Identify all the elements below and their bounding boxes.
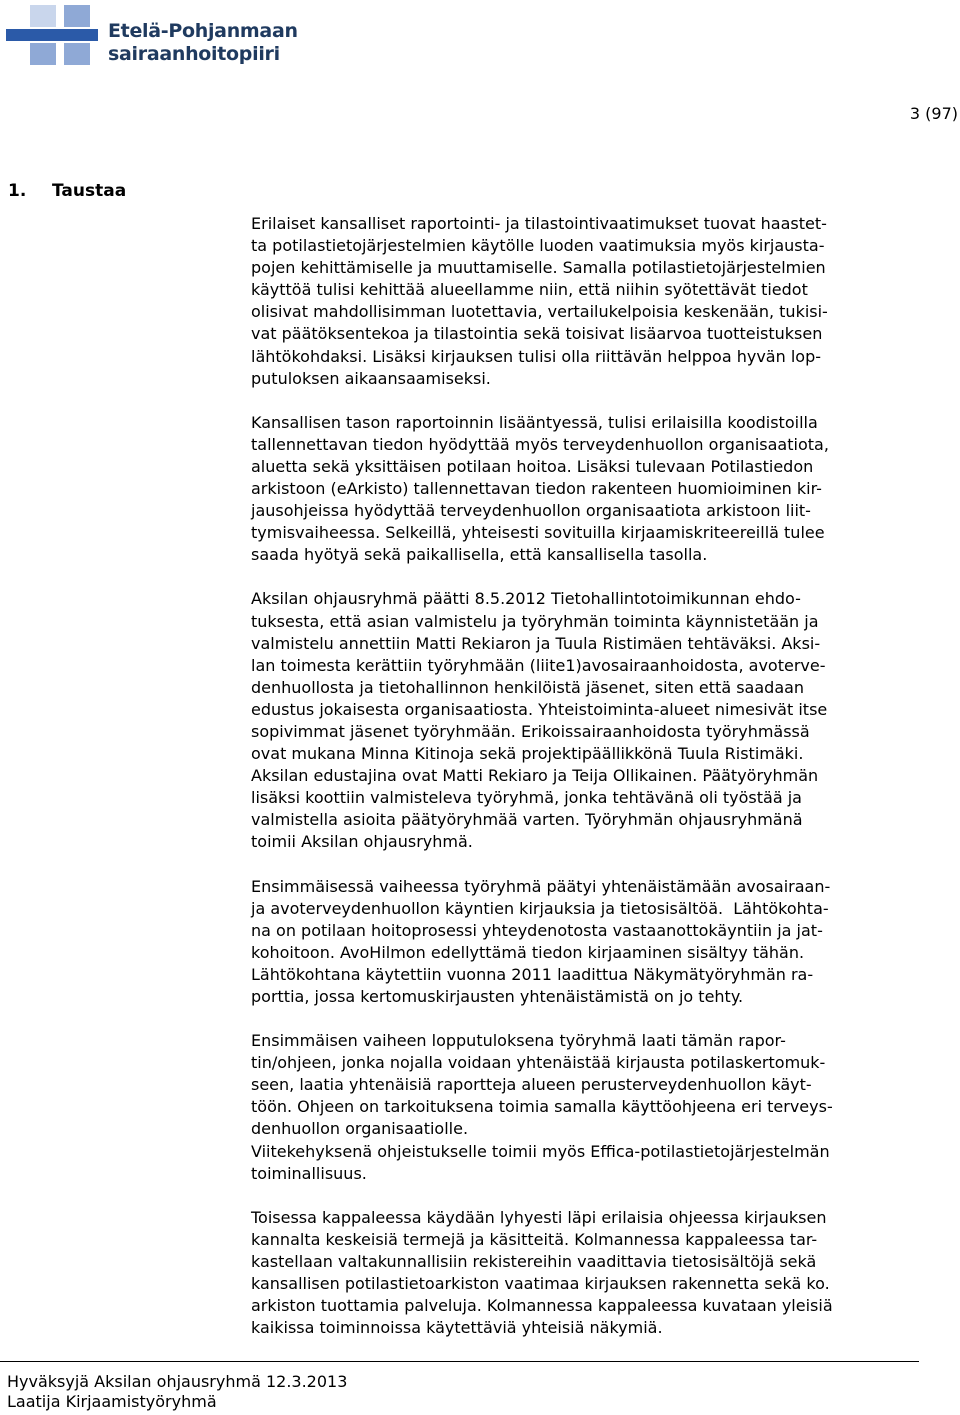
- text-line: edustus jokaisesta organisaatiosta. Yhteistoiminta-alueet nimesivät itse: [251, 699, 828, 719]
- text-line: saada hyötyä sekä paikallisella, että kansallisella tasolla.: [251, 545, 708, 565]
- text-line: käyttöä tulisi kehittää alueellamme niin, että niihin syötettävät tiedot: [251, 280, 808, 300]
- text-line: Kansallisen tason raportoinnin lisääntyessä, tulisi erilaisilla koodistoilla: [251, 412, 818, 432]
- text-line: pojen kehittämiselle ja muuttamiselle. Samalla potilastietojärjestelmien: [251, 258, 826, 278]
- text-line: Lähtökohtana käytettiin vuonna 2011 laadittua Näkymätyöryhmän ra-: [251, 964, 814, 984]
- paragraph: [251, 213, 921, 390]
- text-line: arkiston tuottamia palveluja. Kolmannessa kappaleessa kuvataan yleisiä: [251, 1296, 833, 1316]
- text-line: toimii Aksilan ohjausryhmä.: [251, 832, 473, 852]
- text-line: tuksesta, että asian valmistelu ja työryhmän toiminta käynnistetään ja: [251, 611, 819, 631]
- text-line: kannalta keskeisiä termejä ja käsitteitä. Kolmannessa kappaleessa tar-: [251, 1229, 818, 1249]
- logo-wordmark: [108, 20, 298, 66]
- text-line: na on potilaan hoitoprosessi yhteydenotosta vastaanottokäyntiin ja jat-: [251, 920, 823, 940]
- text-line: aluetta sekä yksittäisen potilaan hoitoa. Lisäksi tulevaan Potilastiedon: [251, 456, 814, 476]
- section-heading: [8, 180, 126, 202]
- text-line: Viitekehyksenä ohjeistukselle toimii myös Effica-potilastietojärjestelmän: [251, 1141, 830, 1161]
- paragraph: [251, 1207, 921, 1340]
- paragraph: [251, 412, 921, 567]
- footer: [7, 1372, 347, 1412]
- text-line: ja avoterveydenhuollon käyntien kirjauksia ja tietosisältöä. Lähtökohta-: [251, 898, 829, 918]
- section-number: 1.: [8, 181, 27, 201]
- text-line: Ensimmäisen vaiheen lopputuloksena työryhmä laati tämän rapor-: [251, 1031, 786, 1051]
- text-line: töön. Ohjeen on tarkoituksena toimia samalla käyttöohjeena eri terveys-: [251, 1097, 833, 1117]
- page-number: 3 (97): [909, 104, 958, 123]
- text-line: lisäksi koottiin valmisteleva työryhmä, jonka tehtävänä oli työstää ja: [251, 788, 802, 808]
- footer-divider: [0, 1361, 919, 1362]
- text-line: lan toimesta kerättiin työryhmään (liite1)avosairaanhoidosta, avoterve-: [251, 655, 826, 675]
- text-line: denhuollosta ja tietohallinnon henkilöistä jäsenet, siten että saadaan: [251, 677, 805, 697]
- organization-logo: [6, 2, 306, 68]
- text-line: Aksilan edustajina ovat Matti Rekiaro ja Teija Ollikainen. Päätyöryhmän: [251, 766, 819, 786]
- cross-logo-icon: [6, 2, 98, 68]
- footer-author: Laatija Kirjaamistyöryhmä: [7, 1392, 217, 1411]
- text-line: Erilaiset kansalliset raportointi- ja tilastointivaatimukset tuovat haastet-: [251, 214, 827, 233]
- text-line: Aksilan ohjausryhmä päätti 8.5.2012 Tietohallintotoimikunnan ehdo-: [251, 589, 801, 609]
- text-line: denhuollon organisaatiolle.: [251, 1119, 469, 1139]
- text-line: tallennettavan tiedon hyödyttää myös terveydenhuollon organisaatiota,: [251, 434, 829, 454]
- text-line: Toisessa kappaleessa käydään lyhyesti läpi erilaisia ohjeessa kirjauksen: [251, 1207, 827, 1227]
- text-line: tin/ohjeen, jonka nojalla voidaan yhtenäistää kirjausta potilaskertomuk-: [251, 1053, 826, 1073]
- body-text: [251, 213, 921, 1361]
- paragraph: [251, 876, 921, 1009]
- text-line: porttia, jossa kertomuskirjausten yhtenäistämistä on jo tehty.: [251, 987, 744, 1006]
- text-line: putuloksen aikaansaamiseksi.: [251, 368, 491, 388]
- text-line: vat päätöksentekoa ja tilastointia sekä toisivat lisäarvoa tuotteistuksen: [251, 324, 823, 344]
- text-line: jausohjeissa hyödyttää terveydenhuollon organisaatiota arkistoon liit-: [251, 501, 811, 521]
- text-line: kaikissa toiminnoissa käytettäviä yhteisiä näkymiä.: [251, 1318, 663, 1338]
- text-line: kohoitoon. AvoHilmon edellyttämä tiedon kirjaaminen sisältyy tähän.: [251, 942, 805, 962]
- text-line: toiminallisuus.: [251, 1163, 367, 1183]
- logo-line-2: sairaanhoitopiiri: [108, 43, 280, 65]
- text-line: olisivat mahdollisimman luotettavia, vertailukelpoisia keskenään, tukisi-: [251, 302, 828, 322]
- paragraph: [251, 1030, 921, 1185]
- text-line: valmistelu annettiin Matti Rekiaron ja Tuula Ristimäen tehtäväksi. Aksi-: [251, 633, 821, 653]
- logo-line-1: Etelä-Pohjanmaan: [108, 20, 298, 42]
- text-line: seen, laatia yhtenäisiä raportteja alueen perusterveydenhuollon käyt-: [251, 1075, 812, 1095]
- footer-approver: Hyväksyjä Aksilan ohjausryhmä 12.3.2013: [7, 1372, 348, 1391]
- text-line: kastellaan valtakunnallisiin rekistereihin vaadittavia tietosisältöjä sekä: [251, 1251, 817, 1271]
- text-line: tymisvaiheessa. Selkeillä, yhteisesti sovituilla kirjaamiskriteereillä tulee: [251, 523, 825, 543]
- text-line: ovat mukana Minna Kitinoja sekä projektipäällikkönä Tuula Ristimäki.: [251, 744, 804, 764]
- text-line: Ensimmäisessä vaiheessa työryhmä päätyi yhtenäistämään avosairaan-: [251, 876, 831, 896]
- text-line: lähtökohdaksi. Lisäksi kirjauksen tulisi olla riittävän helppoa hyvän lop-: [251, 346, 821, 366]
- section-title: Taustaa: [52, 181, 127, 201]
- text-line: ta potilastietojärjestelmien käytölle luoden vaatimuksia myös kirjausta-: [251, 236, 825, 256]
- text-line: valmistella asioita päätyöryhmää varten. Työryhmän ohjausryhmänä: [251, 810, 803, 830]
- text-line: arkistoon (eArkisto) tallennettavan tiedon rakenteen huomioiminen kir-: [251, 479, 822, 499]
- text-line: kansallisen potilastietoarkiston vaatimaa kirjauksen rakennetta sekä ko.: [251, 1274, 830, 1294]
- paragraph: [251, 588, 921, 853]
- text-line: sopivimmat jäsenet työryhmään. Erikoissairaanhoidosta työryhmässä: [251, 721, 810, 741]
